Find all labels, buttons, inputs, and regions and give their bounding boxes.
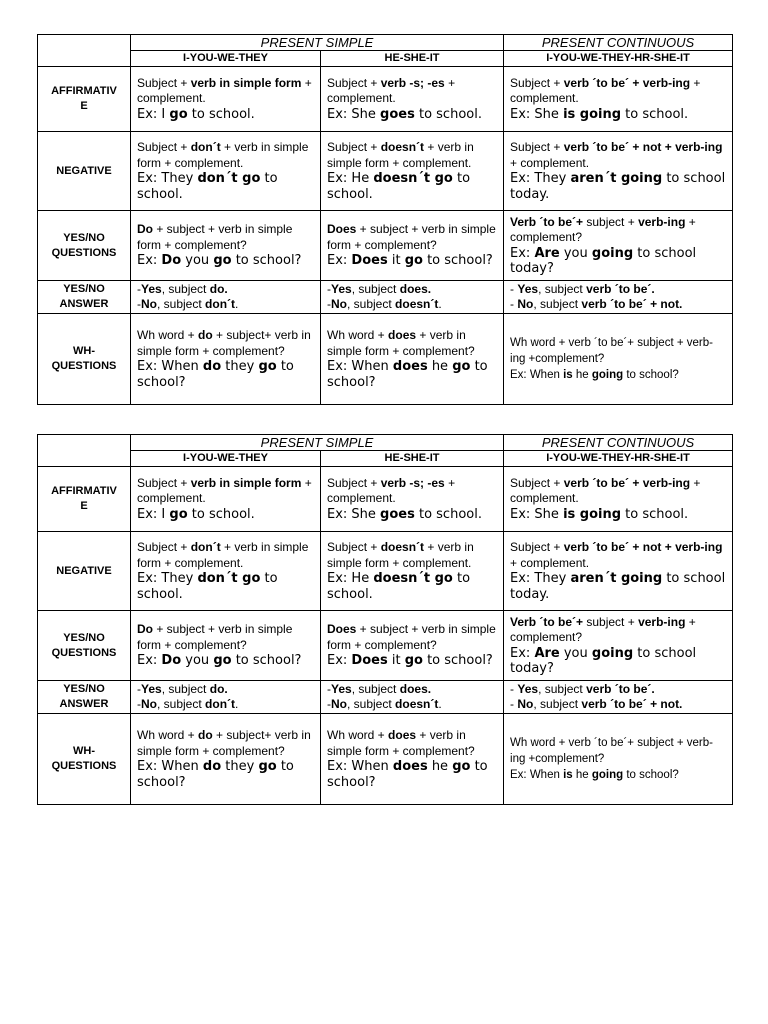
cell-question-simple-plural: Do + subject + verb in simple form + complement? Ex: Do you go to school? [131,211,321,281]
row-label-negative: NEGATIVE [38,532,131,611]
cell-affirmative-continuous: Subject + verb ´to be´ + verb-ing + complement. Ex: She is going to school. [504,67,733,132]
cell-question-simple-singular: Does + subject + verb in simple form + complement? Ex: Does it go to school? [321,211,504,281]
cell-question-continuous: Verb ´to be´+ subject + verb-ing + complement? Ex: Are you going to school today? [504,211,733,281]
corner-cell-lower [38,51,131,67]
row-label-yes-no-questions: YES/NO QUESTIONS [38,611,131,681]
cell-question-simple-plural: Do + subject + verb in simple form + complement? Ex: Do you go to school? [131,611,321,681]
subject-header-he-she-it: HE-SHE-IT [321,51,504,67]
cell-negative-continuous: Subject + verb ´to be´ + not + verb-ing + complement. Ex: They aren´t going to school today. [504,532,733,611]
cell-wh-simple-plural: Wh word + do + subject+ verb in simple form + complement? Ex: When do they go to school? [131,714,321,805]
row-label-affirmative: AFFIRMATIV E [38,67,131,132]
cell-negative-simple-plural: Subject + don´t + verb in simple form + complement. Ex: They don´t go to school. [131,532,321,611]
cell-wh-simple-singular: Wh word + does + verb in simple form + complement? Ex: When does he go to school? [321,714,504,805]
cell-wh-continuous: Wh word + verb ´to be´+ subject + verb-ing +complement? Ex: When is he going to school? [504,714,733,805]
cell-negative-simple-plural: Subject + don´t + verb in simple form + complement. Ex: They don´t go to school. [131,132,321,211]
corner-cell [38,35,131,51]
corner-cell-lower [38,451,131,467]
cell-answer-simple-singular: -Yes, subject does. -No, subject doesn´t. [321,281,504,314]
subject-header-i-you-we-they: I-YOU-WE-THEY [131,51,321,67]
grammar-table-2 [37,434,733,805]
cell-negative-simple-singular: Subject + doesn´t + verb in simple form + complement. Ex: He doesn´t go to school. [321,532,504,611]
subject-header-continuous: I-YOU-WE-THEY-HR-SHE-IT [504,51,733,67]
cell-answer-simple-singular: -Yes, subject does. -No, subject doesn´t. [321,681,504,714]
cell-affirmative-simple-singular: Subject + verb -s; -es + complement. Ex: She goes to school. [321,467,504,532]
row-label-wh-questions: WH- QUESTIONS [38,714,131,805]
cell-wh-simple-plural: Wh word + do + subject+ verb in simple form + complement? Ex: When do they go to school? [131,314,321,405]
cell-affirmative-simple-plural: Subject + verb in simple form + complement. Ex: I go to school. [131,67,321,132]
cell-question-continuous: Verb ´to be´+ subject + verb-ing + complement? Ex: Are you going to school today? [504,611,733,681]
cell-wh-continuous: Wh word + verb ´to be´+ subject + verb-ing +complement? Ex: When is he going to school? [504,314,733,405]
cell-affirmative-continuous: Subject + verb ´to be´ + verb-ing + complement. Ex: She is going to school. [504,467,733,532]
tense-header-simple: PRESENT SIMPLE [131,435,504,451]
tense-header-simple: PRESENT SIMPLE [131,35,504,51]
cell-negative-simple-singular: Subject + doesn´t + verb in simple form + complement. Ex: He doesn´t go to school. [321,132,504,211]
row-label-negative: NEGATIVE [38,132,131,211]
cell-affirmative-simple-singular: Subject + verb -s; -es + complement. Ex: She goes to school. [321,67,504,132]
row-label-affirmative: AFFIRMATIV E [38,467,131,532]
corner-cell [38,435,131,451]
grammar-table-1 [37,34,733,405]
row-label-wh-questions: WH- QUESTIONS [38,314,131,405]
cell-wh-simple-singular: Wh word + does + verb in simple form + complement? Ex: When does he go to school? [321,314,504,405]
row-label-yes-no-answer: YES/NO ANSWER [38,681,131,714]
cell-negative-continuous: Subject + verb ´to be´ + not + verb-ing + complement. Ex: They aren´t going to school today. [504,132,733,211]
cell-answer-simple-plural: -Yes, subject do. -No, subject don´t. [131,281,321,314]
cell-answer-simple-plural: -Yes, subject do. -No, subject don´t. [131,681,321,714]
cell-affirmative-simple-plural: Subject + verb in simple form + complement. Ex: I go to school. [131,467,321,532]
subject-header-he-she-it: HE-SHE-IT [321,451,504,467]
subject-header-continuous: I-YOU-WE-THEY-HR-SHE-IT [504,451,733,467]
cell-answer-continuous: - Yes, subject verb ´to be´. - No, subject verb ´to be´ + not. [504,281,733,314]
cell-answer-continuous: - Yes, subject verb ´to be´. - No, subject verb ´to be´ + not. [504,681,733,714]
cell-question-simple-singular: Does + subject + verb in simple form + complement? Ex: Does it go to school? [321,611,504,681]
subject-header-i-you-we-they: I-YOU-WE-THEY [131,451,321,467]
tense-header-continuous: PRESENT CONTINUOUS [504,435,733,451]
tense-header-continuous: PRESENT CONTINUOUS [504,35,733,51]
row-label-yes-no-answer: YES/NO ANSWER [38,281,131,314]
row-label-yes-no-questions: YES/NO QUESTIONS [38,211,131,281]
